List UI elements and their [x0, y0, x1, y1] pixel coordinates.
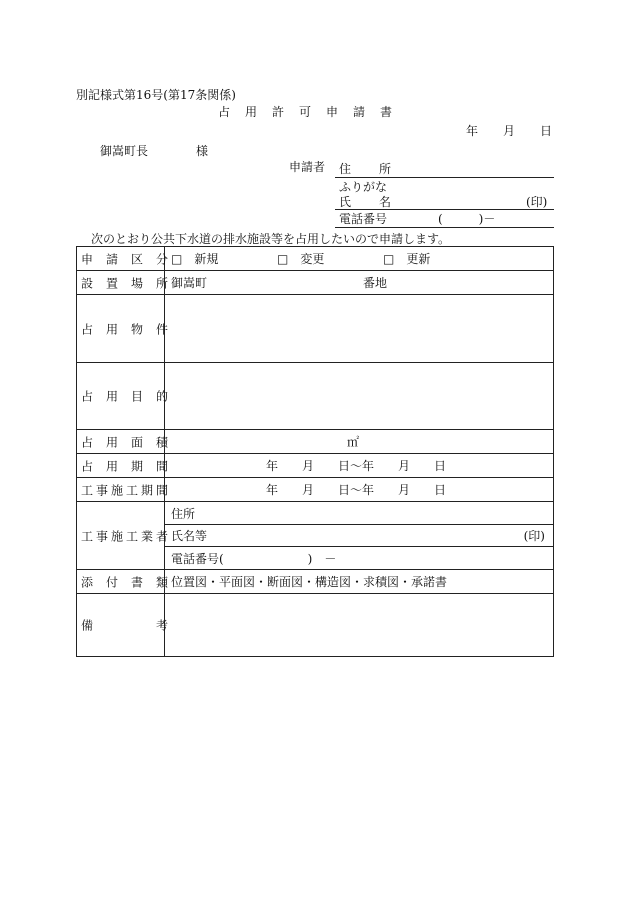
honorific: 様 [196, 144, 209, 158]
furigana-label: ふりがな [339, 180, 388, 194]
remarks-field[interactable] [165, 594, 554, 657]
row-remarks [77, 594, 554, 657]
contractor-name-label: 氏名等 [171, 529, 208, 543]
address-label-char: 所 [379, 162, 392, 176]
title-char: 可 [299, 105, 312, 119]
title-char: 許 [272, 105, 285, 119]
contractor-phone-label: 電話番号( ) － [171, 551, 337, 566]
label-category: 申 請 区 分 [77, 247, 165, 271]
construction-period-field[interactable] [165, 478, 554, 502]
construction-period-value: 年 月 日～年 月 日 [266, 483, 447, 497]
row-contractor-address [77, 502, 554, 525]
option-new-checkbox[interactable]: □ 新規 [171, 252, 219, 266]
row-location [77, 271, 554, 295]
address-label-char: 住 [339, 162, 352, 176]
applicant-label: 申請者 [289, 160, 326, 174]
date-day: 日 [540, 124, 553, 138]
row-construction-period [77, 478, 554, 502]
seal-mark: (印) [526, 195, 548, 209]
label-period: 占 用 期 間 [77, 454, 165, 478]
period-field[interactable] [165, 454, 554, 478]
addressee: 御嵩町長 [100, 144, 149, 158]
name-label-char: 名 [379, 195, 392, 209]
title-char: 請 [353, 105, 366, 119]
option-change-checkbox[interactable]: □ 変更 [277, 252, 325, 266]
form-number: 別記様式第16号(第17条関係) [76, 88, 236, 102]
period-value: 年 月 日～年 月 日 [266, 459, 447, 473]
label-contractor: 工 事 施 工 業 者 [77, 502, 165, 570]
title-char: 申 [326, 105, 339, 119]
date-year: 年 [466, 124, 479, 138]
row-period [77, 454, 554, 478]
label-construction-period: 工 事 施 工 期 間 [77, 478, 165, 502]
purpose-field[interactable] [165, 363, 554, 430]
contractor-name-field[interactable] [165, 525, 554, 547]
contractor-address-field[interactable] [165, 502, 554, 525]
title-char: 占 [218, 105, 231, 119]
title-char: 書 [380, 105, 393, 119]
row-area [77, 430, 554, 454]
label-location: 設 置 場 所 [77, 271, 165, 295]
application-table [76, 246, 554, 657]
contractor-phone-field[interactable] [165, 547, 554, 570]
row-category [77, 247, 554, 271]
location-town: 御嵩町 [171, 276, 208, 290]
phone-line [335, 227, 554, 228]
area-unit: ㎡ [347, 435, 360, 449]
attachments-list: 位置図・平面図・断面図・構造図・求積図・承諾書 [171, 575, 448, 589]
row-attachments [77, 570, 554, 594]
name-label-char: 氏 [339, 195, 352, 209]
option-renew-checkbox[interactable]: □ 更新 [383, 252, 431, 266]
date-month: 月 [503, 124, 516, 138]
area-field[interactable] [165, 430, 554, 454]
phone-label: 電話番号 [339, 212, 388, 226]
category-options [165, 247, 554, 271]
object-field[interactable] [165, 295, 554, 363]
contractor-address-label: 住所 [171, 506, 196, 521]
label-remarks: 備 考 [77, 594, 165, 657]
contractor-seal-mark: (印) [523, 529, 545, 543]
row-purpose [77, 363, 554, 430]
label-attachments: 添 付 書 類 [77, 570, 165, 594]
label-area: 占 用 面 積 [77, 430, 165, 454]
title-char: 用 [245, 105, 258, 119]
label-object: 占 用 物 件 [77, 295, 165, 363]
row-object [77, 295, 554, 363]
attachments-field [165, 570, 554, 594]
location-banchi: 番地 [363, 276, 388, 290]
label-purpose: 占 用 目 的 [77, 363, 165, 430]
intro-text: 次のとおり公共下水道の排水施設等を占用したいので申請します。 [91, 232, 451, 246]
phone-paren: ( )－ [438, 212, 496, 226]
location-field[interactable] [165, 271, 554, 295]
